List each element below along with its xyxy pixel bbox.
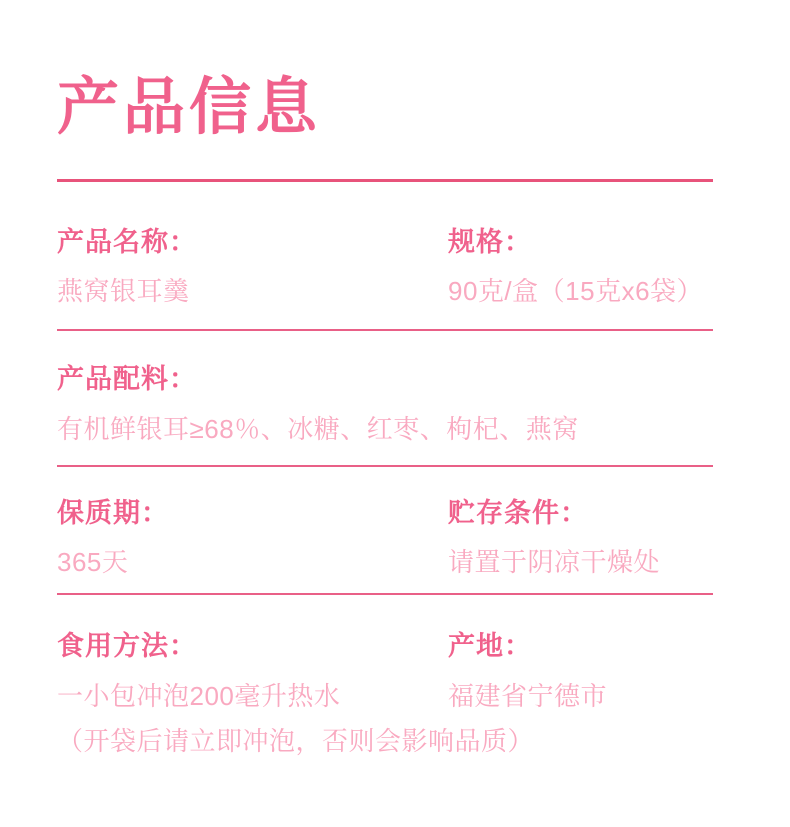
- field-storage: [448, 495, 713, 581]
- field-origin: [448, 628, 713, 714]
- product-name-label: 产品名称：: [57, 226, 197, 257]
- usage-label: 食用方法：: [57, 631, 197, 662]
- section-name-spec: [57, 182, 713, 330]
- page-title: 产品信息: [57, 73, 322, 142]
- origin-label: 产地：: [448, 631, 532, 662]
- ingredients-label: 产品配料：: [57, 364, 197, 395]
- usage-note: （开袋后请立即冲泡，否则会影响品质）: [57, 725, 535, 756]
- shelf-life-label: 保质期：: [57, 497, 169, 528]
- field-ingredients: [57, 361, 579, 447]
- field-usage: [57, 628, 448, 714]
- section-usage-origin: [57, 595, 713, 779]
- field-spec: [448, 224, 713, 310]
- section-ingredients: [57, 331, 713, 465]
- field-product-name: [57, 224, 448, 310]
- usage-value: 一小包冲泡200毫升热水: [57, 680, 341, 711]
- spec-label: 规格：: [448, 226, 532, 257]
- storage-value: 请置于阴凉干燥处: [448, 547, 661, 578]
- shelf-life-value: 365天: [57, 547, 129, 578]
- ingredients-value: 有机鲜银耳≥68％、冰糖、红枣、枸杞、燕窝: [57, 413, 579, 444]
- origin-value: 福建省宁德市: [448, 680, 608, 711]
- storage-label: 贮存条件：: [448, 497, 588, 528]
- product-name-value: 燕窝银耳羹: [57, 276, 190, 307]
- field-shelf-life: [57, 495, 448, 581]
- product-info-page: [0, 68, 790, 827]
- spec-value: 90克/盒（15克x6袋）: [448, 276, 704, 307]
- section-shelf-storage: [57, 467, 713, 594]
